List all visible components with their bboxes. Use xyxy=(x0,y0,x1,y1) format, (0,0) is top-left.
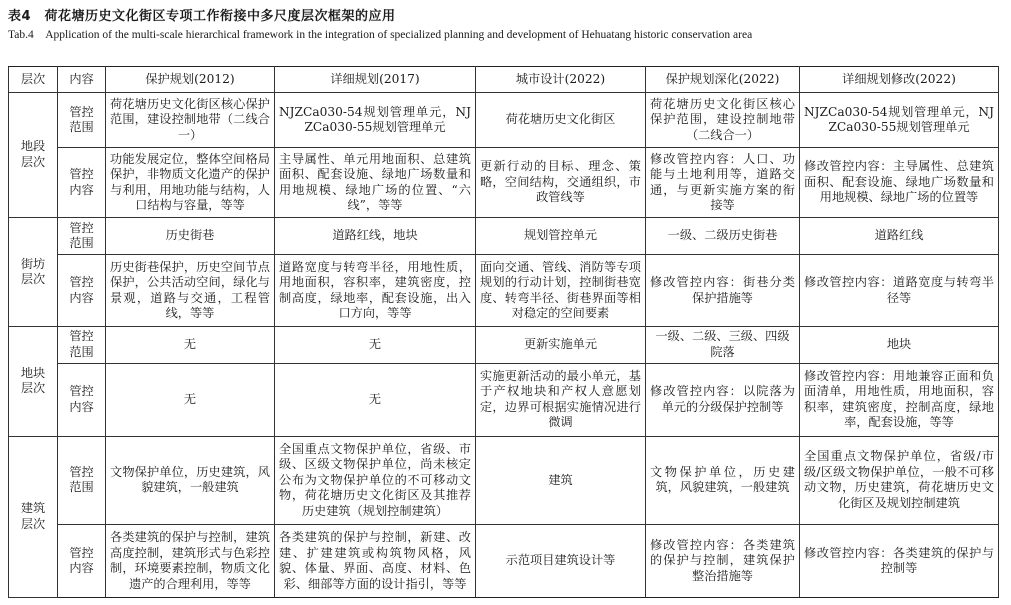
table-cell: 道路红线 xyxy=(800,217,999,254)
content-cell: 管控 范围 xyxy=(58,217,106,254)
table-cell: 历史街巷 xyxy=(106,217,275,254)
content-cell: 管控 内容 xyxy=(58,525,106,598)
level-cell: 街坊 层次 xyxy=(9,217,58,326)
header-level: 层次 xyxy=(9,67,58,93)
content-cell: 管控 范围 xyxy=(58,327,106,363)
table-row xyxy=(9,148,999,218)
header-content: 内容 xyxy=(58,67,106,93)
table-cell: 面向交通、管线、消防等专项规划的行动计划，控制街巷宽度、转弯半径、街巷界面等相对稳定的空间要素 xyxy=(476,255,646,327)
table-caption-chinese: 表4 荷花塘历史文化街区专项工作衔接中多尺度层次框架的应用 xyxy=(8,9,396,24)
table-cell: 主导属性、单元用地面积、总建筑面积、配套设施、绿地广场数量和用地规模、绿地广场的位置、“六线”，等等 xyxy=(275,148,476,218)
table-cell: 修改管控内容：各类建筑的保护与控制等 xyxy=(800,525,999,598)
table-row xyxy=(9,255,999,327)
table-cell: 建筑 xyxy=(476,436,646,525)
table-cell: 规划管控单元 xyxy=(476,217,646,254)
table-cell: 示范项目建筑设计等 xyxy=(476,525,646,598)
header-urban-design-2022: 城市设计(2022) xyxy=(476,67,646,93)
table-cell: 无 xyxy=(275,327,476,363)
header-detailed-plan-2017: 详细规划(2017) xyxy=(275,67,476,93)
table-cell: NJZCa030-54规划管理单元，NJZCa030-55规划管理单元 xyxy=(800,93,999,148)
table-caption-english: Tab.4 Application of the multi-scale hierarchical framework in the integration of specialized planning and development of Hehuatang historic conservation area xyxy=(8,29,753,41)
table-cell: 功能发展定位，整体空间格局保护，非物质文化遗产的保护与利用，用地功能与结构，人口结构与容量，等等 xyxy=(106,148,275,218)
table-cell: 无 xyxy=(106,327,275,363)
table-cell: 道路宽度与转弯半径，用地性质，用地面积，容积率，建筑密度，控制高度，绿地率，配套设施，出入口方向，等等 xyxy=(275,255,476,327)
table-cell: 修改管控内容：道路宽度与转弯半径等 xyxy=(800,255,999,327)
table-cell: 修改管控内容：以院落为单元的分级保护控制等 xyxy=(646,363,800,436)
table-cell: 无 xyxy=(106,363,275,436)
table-cell: NJZCa030-54规划管理单元，NJZCa030-55规划管理单元 xyxy=(275,93,476,148)
table-cell: 修改管控内容：用地兼容正面和负面清单，用地性质，用地面积，容积率，建筑密度，控制高度，绿地率，配套设施，等等 xyxy=(800,363,999,436)
table-cell: 历史街巷保护，历史空间节点保护，公共活动空间，绿化与景观，道路与交通，工程管线，等等 xyxy=(106,255,275,327)
table-cell: 荷花塘历史文化街区核心保护范围，建设控制地带（二线合一） xyxy=(646,93,800,148)
content-cell: 管控 内容 xyxy=(58,148,106,218)
level-cell: 地段 层次 xyxy=(9,93,58,218)
content-cell: 管控 范围 xyxy=(58,93,106,148)
table-cell: 更新行动的目标、理念、策略，空间结构，交通组织，市政管线等 xyxy=(476,148,646,218)
table-cell: 地块 xyxy=(800,327,999,363)
header-conservation-plan-deepening-2022: 保护规划深化(2022) xyxy=(646,67,800,93)
table-body xyxy=(9,93,999,598)
header-detailed-plan-revision-2022: 详细规划修改(2022) xyxy=(800,67,999,93)
table-row xyxy=(9,93,999,148)
content-cell: 管控 范围 xyxy=(58,436,106,525)
table-row xyxy=(9,217,999,254)
table-row xyxy=(9,436,999,525)
table-cell: 修改管控内容：各类建筑的保护与控制，建筑保护整治措施等 xyxy=(646,525,800,598)
table-cell: 各类建筑的保护与控制，建筑高度控制，建筑形式与色彩控制，环境要素控制，物质文化遗产的合理利用，等等 xyxy=(106,525,275,598)
table-cell: 荷花塘历史文化街区核心保护范围，建设控制地带（二线合一） xyxy=(106,93,275,148)
table-cell: 修改管控内容：街巷分类保护措施等 xyxy=(646,255,800,327)
table-cell: 一级、二级、三级、四级院落 xyxy=(646,327,800,363)
header-row xyxy=(9,67,999,93)
table-cell: 实施更新活动的最小单元，基于产权地块和产权人意愿划定，边界可根据实施情况进行微调 xyxy=(476,363,646,436)
table-cell: 文物保护单位，历史建筑，风貌建筑，一般建筑 xyxy=(646,436,800,525)
table-cell: 全国重点文物保护单位，省级、市级、区级文物保护单位，尚未核定公布为文物保护单位的不可移动文物，荷花塘历史文化街区及其推荐历史建筑（规划控制建筑） xyxy=(275,436,476,525)
table-row xyxy=(9,525,999,598)
table-cell: 无 xyxy=(275,363,476,436)
level-cell: 地块 层次 xyxy=(9,327,58,436)
content-cell: 管控 内容 xyxy=(58,363,106,436)
table-row xyxy=(9,363,999,436)
table-cell: 全国重点文物保护单位，省级/市级/区级文物保护单位，一般不可移动文物，历史建筑，荷花塘历史文化街区及规划控制建筑 xyxy=(800,436,999,525)
table-cell: 更新实施单元 xyxy=(476,327,646,363)
table-cell: 修改管控内容：人口、功能与土地利用等，道路交通，与更新实施方案的衔接等 xyxy=(646,148,800,218)
table-cell: 一级、二级历史街巷 xyxy=(646,217,800,254)
table-cell: 荷花塘历史文化街区 xyxy=(476,93,646,148)
level-cell: 建筑 层次 xyxy=(9,436,58,597)
table-row xyxy=(9,327,999,363)
content-cell: 管控 内容 xyxy=(58,255,106,327)
header-conservation-plan-2012: 保护规划(2012) xyxy=(106,67,275,93)
table-cell: 各类建筑的保护与控制，新建、改建、扩建建筑或构筑物风格，风貌、体量、界面、高度、材料、色彩、细部等方面的设计指引，等等 xyxy=(275,525,476,598)
table-cell: 道路红线，地块 xyxy=(275,217,476,254)
table-header xyxy=(9,67,999,93)
framework-table xyxy=(8,66,999,598)
table-cell: 修改管控内容：主导属性、总建筑面积、配套设施、绿地广场数量和用地规模、绿地广场的位置等 xyxy=(800,148,999,218)
table-cell: 文物保护单位，历史建筑，风貌建筑，一般建筑 xyxy=(106,436,275,525)
